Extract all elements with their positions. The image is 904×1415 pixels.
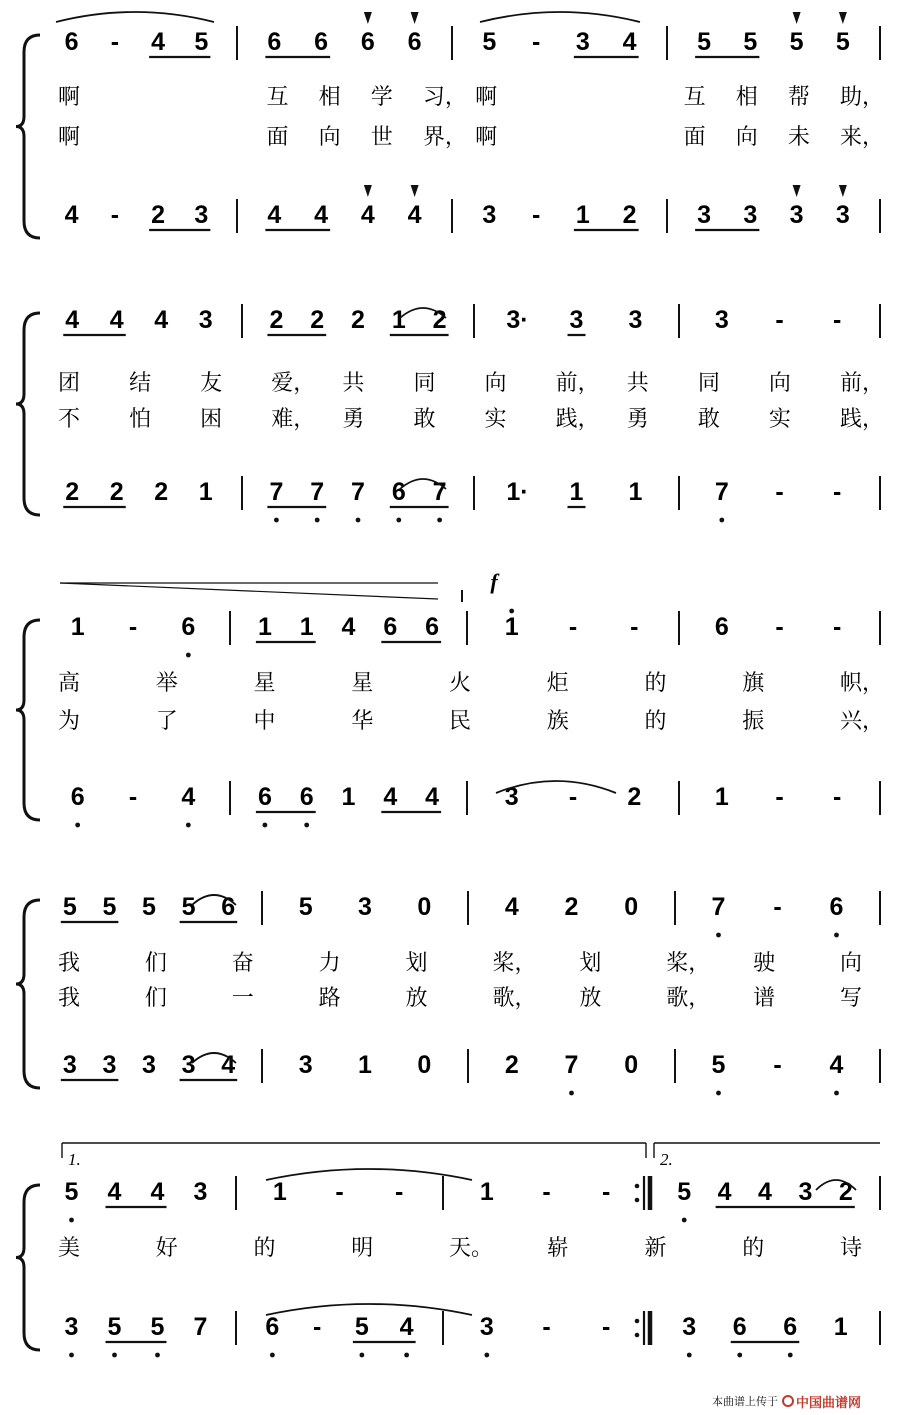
note: 6 [299,783,314,811]
staccato-mark [411,185,419,197]
site-logo-icon [782,1395,794,1407]
lyric-syllable: 帮 [787,85,810,110]
dash-note: - [110,201,120,229]
lyric-syllable: 啊 [58,85,81,110]
dash-note: - [833,613,842,641]
low-octave-dot [263,823,268,828]
note: 2 [151,201,166,229]
note: 1 [299,613,314,641]
note: 3 [181,1051,196,1079]
note: 7 [711,893,726,921]
dash-note: - [568,613,578,641]
low-octave-dot [112,1353,117,1358]
note: 5 [150,1313,165,1341]
lyric-syllable: 来， [840,125,885,150]
note: 1 [833,1313,848,1341]
low-octave-dot [315,518,320,523]
dash-note: - [775,306,784,334]
lyric-syllable: 们 [144,986,167,1011]
dash-note: - [531,28,541,56]
lyric-syllable: 了 [155,709,178,734]
lyric-syllable: 啊 [475,85,498,110]
lyric-syllable: 互 [683,85,706,110]
lyric-syllable: 敢 [413,407,436,432]
repeat-dot [635,1319,640,1324]
note: 6 [360,28,375,56]
lyric-syllable: 放 [579,986,602,1011]
lyric-syllable: 不 [58,407,81,432]
note: 4 [717,1178,732,1206]
lyric-syllable: 桨， [492,951,537,976]
low-octave-dot [719,518,724,523]
lyric-syllable: 高 [58,671,81,696]
low-octave-dot [569,1091,574,1096]
staccato-mark [364,12,372,24]
slur [480,12,640,22]
lyric-syllable: 民 [449,709,472,734]
lyric-syllable: 的 [644,709,667,734]
note: 6 [265,1313,280,1341]
low-octave-dot [356,518,361,523]
note: 5 [142,893,156,921]
note: 2 [109,478,124,506]
lyric-syllable: 星 [253,671,276,696]
lyric-syllable: 同 [413,371,436,396]
note: 1 [391,306,406,334]
lyric-syllable: 践， [555,407,600,432]
lyric-syllable: 炬 [546,671,569,696]
note: 5 [482,28,497,56]
lyric-syllable: 兴， [840,709,885,734]
volta-2-label: 2. [660,1150,673,1169]
note: 3 [628,306,643,334]
watermark [712,1391,861,1411]
note: 3 [482,201,497,229]
lyric-syllable: 好 [155,1236,178,1261]
repeat-dot [635,1198,640,1203]
staccato-mark [364,185,372,197]
lyric-syllable: 的 [742,1236,765,1261]
volta-1-label: 1. [68,1150,81,1169]
low-octave-dot [437,518,442,523]
note: 2 [432,306,447,334]
lyric-syllable: 放 [405,986,428,1011]
note: 2 [154,478,169,506]
note: 1 [569,478,584,506]
note: 3 [682,1313,697,1341]
note: 3 [102,1051,117,1079]
lyric-syllable: 奋 [231,951,254,976]
lyric-syllable: 未 [787,125,810,150]
low-octave-dot [834,1091,839,1096]
note: 3 [198,306,213,334]
low-octave-dot [69,1218,74,1223]
note: 3 [358,893,372,921]
system-brace [16,313,40,515]
note: 6 [407,28,422,56]
dash-note: - [773,1051,782,1079]
dash-note: - [833,306,842,334]
lyric-syllable: 桨， [666,951,711,976]
lyric-syllable: 世 [370,125,393,150]
dash-note: - [775,783,784,811]
note: 1 [628,478,643,506]
note: 4 [383,783,398,811]
note: 3 [798,1178,813,1206]
note: 3 [835,201,850,229]
dash-note: - [568,783,578,811]
low-octave-dot [69,1353,74,1358]
dash-note: - [128,783,138,811]
note: 4 [221,1051,236,1079]
staccato-mark [839,12,847,24]
lyric-syllable: 我 [58,986,81,1011]
note: 1 [198,478,213,506]
low-octave-dot [270,1353,275,1358]
lyric-syllable: 写 [840,986,863,1011]
note: 4 [399,1313,414,1341]
note: 4 [151,28,166,56]
lyric-syllable: 族 [546,709,569,734]
lyric-syllable: 歌， [492,986,537,1011]
lyric-syllable: 习， [422,85,467,110]
note: 6 [314,28,329,56]
lyric-syllable: 前， [555,371,600,396]
note: 3 [575,28,590,56]
note: 2 [351,306,365,334]
note: 7 [714,478,729,506]
lyric-syllable: 诗 [840,1236,863,1261]
note: 4 [504,893,519,921]
lyric-syllable: 明 [351,1236,374,1261]
lyric-syllable: 友 [200,371,223,396]
note: 7 [310,478,325,506]
lyric-syllable: 力 [318,951,341,976]
lyric-syllable: 相 [735,85,758,110]
lyric-syllable: 怕 [129,407,152,432]
note: 5 [677,1178,692,1206]
lyric-syllable: 新 [644,1236,667,1261]
staccato-mark [793,12,801,24]
lyric-syllable: 啊 [58,125,81,150]
note: 1 [358,1051,372,1079]
lyric-syllable: 向 [318,125,341,150]
system-brace [16,620,40,820]
repeat-dot [635,1333,640,1338]
note: 5 [711,1051,726,1079]
note: 2 [310,306,325,334]
note: 4 [150,1178,165,1206]
lyric-syllable: 向 [768,371,791,396]
lyric-syllable: 崭 [546,1236,569,1261]
low-octave-dot [396,518,401,523]
note: 2 [564,893,579,921]
low-octave-dot [788,1353,793,1358]
lyric-syllable: 难， [271,407,316,432]
note: 3 [714,306,729,334]
note: 6 [257,783,272,811]
note: 3 [479,1313,494,1341]
note: 3 [193,1178,208,1206]
note: 2 [838,1178,853,1206]
lyric-syllable: 的 [644,671,667,696]
note: 4 [407,201,422,229]
system-brace [16,900,40,1088]
lyric-syllable: 界， [422,125,467,150]
note: 5 [354,1313,369,1341]
lyric-syllable: 华 [351,709,374,734]
note: 1 [714,783,729,811]
note: 4 [758,1178,772,1206]
lyric-syllable: 划 [405,951,428,976]
lyric-syllable: 振 [742,709,765,734]
note: 4 [109,306,124,334]
low-octave-dot [682,1218,687,1223]
lyric-syllable: 美 [58,1236,81,1261]
lyric-syllable: 同 [697,371,720,396]
lyric-syllable: 一 [231,986,254,1011]
low-octave-dot [186,823,191,828]
dash-note: - [531,201,541,229]
note: 4 [64,201,79,229]
dash-note: - [602,1313,611,1341]
note: 3· [506,306,529,334]
dash-note: - [110,28,120,56]
note: 6 [732,1313,747,1341]
lyric-syllable: 向 [484,371,507,396]
system-brace [16,1185,40,1350]
note: 4 [360,201,375,229]
note: 7 [564,1051,579,1079]
watermark-prefix: 本曲谱上传于 [712,1395,778,1408]
note: 2 [269,306,284,334]
low-octave-dot [304,823,309,828]
note: 6 [783,1313,798,1341]
lyric-syllable: 爱， [271,371,316,396]
note: 1 [341,783,356,811]
lyric-syllable: 困 [200,407,223,432]
system-brace [16,35,40,238]
note: 1· [506,478,529,506]
note: 5 [789,28,804,56]
note: 4 [65,306,80,334]
lyric-syllable: 助， [840,85,885,110]
tie [266,1169,472,1180]
lyric-syllable: 举 [155,671,178,696]
note: 4 [425,783,440,811]
note: 4 [829,1051,844,1079]
dash-note: - [773,893,782,921]
note: 3 [743,201,758,229]
lyric-syllable: 互 [266,85,289,110]
dash-note: - [775,478,784,506]
lyric-syllable: 共 [626,371,649,396]
note: 4 [314,201,329,229]
low-octave-dot [404,1353,409,1358]
lyric-syllable: 划 [579,951,602,976]
note: 5 [835,28,850,56]
note: 6 [425,613,440,641]
lyric-syllable: 团 [58,371,81,396]
lyric-syllable: 敢 [697,407,720,432]
lyric-syllable: 勇 [342,407,365,432]
note: 1 [479,1178,494,1206]
note: 0 [624,1051,639,1079]
note: 5 [697,28,712,56]
lyric-syllable: 歌， [666,986,711,1011]
dash-note: - [630,613,639,641]
dash-note: - [833,478,842,506]
lyric-syllable: 为 [58,709,81,734]
note: 1 [504,613,519,641]
note: 5 [64,1178,79,1206]
note: 1 [272,1178,287,1206]
note: 7 [193,1313,208,1341]
dynamic-marking: f [490,569,498,594]
note: 3 [298,1051,313,1079]
lyric-syllable: 中 [253,709,276,734]
note: 3 [789,201,804,229]
lyric-syllable: 们 [144,951,167,976]
dash-note: - [833,783,842,811]
dash-note: - [335,1178,344,1206]
high-octave-dot [509,609,514,614]
low-octave-dot [186,653,191,658]
low-octave-dot [359,1353,364,1358]
note: 6 [267,28,282,56]
dash-note: - [128,613,138,641]
note: 4 [154,306,169,334]
note: 6 [383,613,398,641]
note: 4 [267,201,282,229]
slur [56,12,214,22]
note: 2 [65,478,80,506]
note: 6 [714,613,729,641]
lyric-syllable: 啊 [475,125,498,150]
low-octave-dot [716,1091,721,1096]
lyric-syllable: 旗 [742,671,765,696]
note: 5 [102,893,117,921]
lyric-syllable: 火 [449,671,472,696]
lyric-syllable: 相 [318,85,341,110]
tie [266,1304,472,1315]
note: 2 [627,783,642,811]
note: 3 [569,306,584,334]
note: 6 [829,893,844,921]
note: 6 [391,478,406,506]
lyric-syllable: 实 [484,407,507,432]
note: 7 [351,478,365,506]
note: 3 [504,783,519,811]
lyric-syllable: 天。 [449,1236,494,1261]
note: 4 [181,783,196,811]
note: 5 [181,893,196,921]
note: 2 [504,1051,519,1079]
lyric-syllable: 勇 [626,407,649,432]
note: 1 [257,613,272,641]
lyric-syllable: 实 [768,407,791,432]
lyric-syllable: 学 [370,85,393,110]
lyric-syllable: 星 [351,671,374,696]
repeat-dot [635,1184,640,1189]
note: 0 [417,893,432,921]
note: 5 [194,28,209,56]
dash-note: - [395,1178,404,1206]
note: 0 [624,893,639,921]
lyric-syllable: 向 [735,125,758,150]
note: 0 [417,1051,432,1079]
note: 3 [194,201,209,229]
dash-note: - [542,1313,551,1341]
note: 1 [575,201,590,229]
low-octave-dot [687,1353,692,1358]
note: 4 [107,1178,122,1206]
low-octave-dot [75,823,80,828]
lyric-syllable: 谱 [753,986,776,1011]
note: 3 [697,201,712,229]
note: 7 [269,478,284,506]
dash-note: - [775,613,784,641]
note: 1 [70,613,85,641]
note: 3 [62,1051,77,1079]
note: 3 [142,1051,156,1079]
low-octave-dot [716,933,721,938]
low-octave-dot [834,933,839,938]
note: 6 [221,893,236,921]
staccato-mark [839,185,847,197]
watermark-site: 中国曲谱网 [796,1395,862,1411]
note: 5 [298,893,313,921]
lyric-syllable: 路 [318,986,341,1011]
staccato-mark [411,12,419,24]
lyric-syllable: 我 [58,951,81,976]
low-octave-dot [274,518,279,523]
crescendo-hairpin [60,583,438,599]
lyric-syllable: 面 [266,125,289,150]
lyric-syllable: 共 [342,371,365,396]
staccato-mark [793,185,801,197]
lyric-syllable: 驶 [753,951,776,976]
note: 5 [107,1313,122,1341]
lyric-syllable: 向 [840,951,863,976]
low-octave-dot [484,1353,489,1358]
lyric-syllable: 践， [840,407,885,432]
lyric-syllable: 前， [840,371,885,396]
note: 2 [622,201,637,229]
note: 6 [181,613,196,641]
low-octave-dot [737,1353,742,1358]
note: 4 [341,613,356,641]
note: 3 [64,1313,79,1341]
lyric-syllable: 帜， [840,671,885,696]
low-octave-dot [155,1353,160,1358]
note: 6 [64,28,79,56]
dash-note: - [312,1313,322,1341]
note: 6 [70,783,85,811]
lyric-syllable: 面 [683,125,706,150]
dash-note: - [602,1178,611,1206]
lyric-syllable: 结 [129,371,152,396]
dash-note: - [542,1178,551,1206]
note: 5 [743,28,758,56]
note: 4 [622,28,637,56]
note: 5 [62,893,77,921]
note: 7 [432,478,447,506]
lyric-syllable: 的 [253,1236,276,1261]
